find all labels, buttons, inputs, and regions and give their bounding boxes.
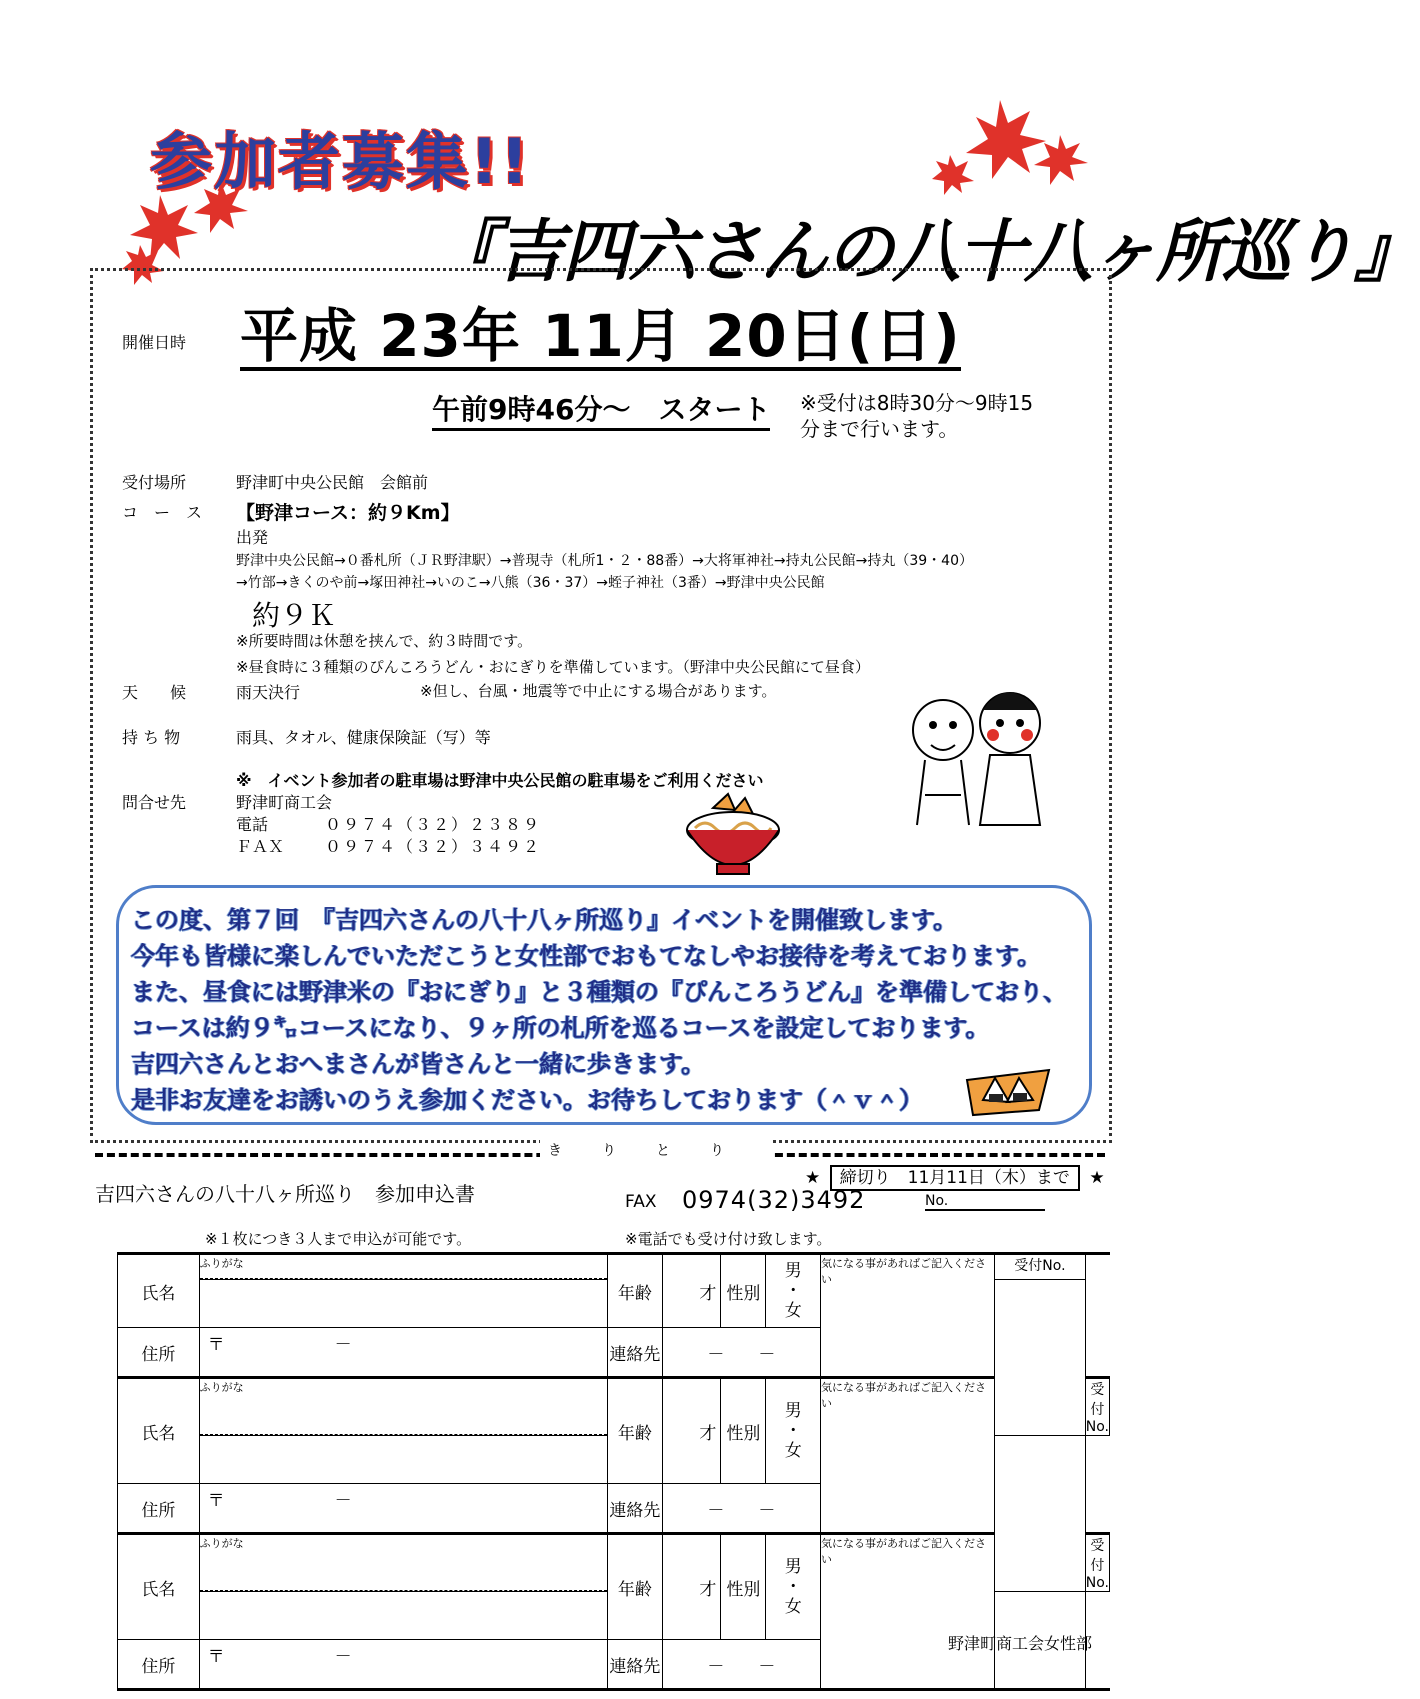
message-line-3: また、昼食には野津米の『おにぎり』と３種類の『ぴんころうどん』を準備しており、 — [131, 978, 1067, 1006]
receipt-field[interactable] — [995, 1280, 1086, 1436]
sex-field[interactable]: 男 ・ 女 — [766, 1534, 821, 1640]
event-date: 平成 23年 11月 20日(日) — [240, 302, 961, 370]
distance: 約９Ｋ — [252, 599, 337, 632]
form-no-label: No. — [925, 1193, 1045, 1211]
message-line-5: 吉四六さんとおへまさんが皆さんと一緒に歩きます。 — [131, 1050, 706, 1078]
contact-field[interactable]: － － — [662, 1484, 820, 1534]
contact-org: 野津町商工会 — [236, 793, 333, 812]
sex-label: 性別 — [721, 1254, 766, 1328]
onigiri-icon — [963, 1060, 1053, 1120]
message-line-2: 今年も皆様に楽しんでいただこうと女性部でおもてなしやお接待を考えております。 — [131, 942, 1042, 970]
name-field[interactable] — [199, 1436, 607, 1484]
furigana-field[interactable]: ふりがな — [199, 1534, 607, 1592]
address-label: 住所 — [118, 1484, 200, 1534]
contact-label: 連絡先 — [608, 1484, 663, 1534]
contact-field[interactable]: － － — [662, 1640, 820, 1690]
course-title: 【野津コース：約９Km】 — [236, 502, 460, 524]
age-field[interactable]: 才 — [662, 1254, 721, 1328]
footer-org: 野津町商工会女性部 — [948, 1634, 1093, 1653]
deadline: ★ 締切り 11月11日（木）まで ★ — [805, 1163, 1105, 1188]
form-note-right: ※電話でも受け付け致します。 — [625, 1230, 832, 1248]
age-field[interactable]: 才 — [662, 1378, 721, 1484]
message-bubble — [116, 885, 1092, 1125]
weather-label: 天 候 — [122, 683, 187, 702]
message-line-4: コースは約９㌔コースになり、９ヶ所の札所を巡るコースを設定しております。 — [131, 1014, 990, 1042]
name-label: 氏名 — [118, 1378, 200, 1484]
time-note: ※所要時間は休憩を挟んで、約３時間です。 — [236, 632, 533, 650]
start-time: 午前9時46分～ スタート — [432, 388, 770, 431]
age-label: 年齢 — [608, 1378, 663, 1484]
contact-label: 連絡先 — [608, 1328, 663, 1378]
tel-label: 電話 — [236, 815, 269, 834]
name-label: 氏名 — [118, 1254, 200, 1328]
items-value: 雨具、タオル、健康保険証（写）等 — [236, 728, 491, 747]
tel-value: ０９７４（３２）２３８９ — [325, 815, 542, 834]
name-field[interactable] — [199, 1592, 607, 1640]
sex-field[interactable]: 男 ・ 女 — [766, 1378, 821, 1484]
place-label: 受付場所 — [122, 473, 187, 492]
name-field[interactable] — [199, 1280, 607, 1328]
age-label: 年齢 — [608, 1254, 663, 1328]
contact-field[interactable]: － － — [662, 1328, 820, 1378]
receipt-label: 受付No. — [995, 1254, 1086, 1280]
application-form — [117, 1252, 1110, 1691]
receipt-label: 受付No. — [1085, 1378, 1109, 1436]
form-note-left: ※１枚につき３人まで申込が可能です。 — [205, 1230, 472, 1248]
age-label: 年齢 — [608, 1534, 663, 1640]
event-name-heading: 『吉四六さんの八十八ヶ所巡り』 — [430, 213, 1420, 292]
sex-label: 性別 — [721, 1378, 766, 1484]
form-fax-label: FAX — [625, 1192, 657, 1212]
contact-label: 問合せ先 — [122, 793, 187, 812]
fax-label: ＦＡＸ — [236, 837, 285, 856]
maple-leaves-right-icon — [930, 95, 1090, 205]
name-label: 氏名 — [118, 1534, 200, 1640]
route-line-1: 野津中央公民館→０番札所（ＪＲ野津駅）→普現寺（札所1・２・88番）→大将軍神社→持丸公民館→持丸（39・40） — [236, 553, 974, 569]
recruit-heading: 参加者募集!! — [150, 125, 531, 198]
date-label: 開催日時 — [122, 333, 187, 352]
udon-bowl-icon — [683, 790, 783, 880]
remarks-field[interactable]: 気になる事があればご記入ください — [821, 1534, 995, 1690]
message-line-1: この度、第７回 『吉四六さんの八十八ヶ所巡り』イベントを開催致します。 — [131, 906, 958, 934]
address-field[interactable]: 〒 － — [199, 1484, 607, 1534]
items-label: 持 ち 物 — [122, 728, 181, 747]
sex-field[interactable]: 男 ・ 女 — [766, 1254, 821, 1328]
place-value: 野津町中央公民館 会館前 — [236, 473, 429, 492]
parking-note: ※ イベント参加者の駐車場は野津中央公民館の駐車場をご利用ください — [236, 771, 764, 790]
form-title: 吉四六さんの八十八ヶ所巡り 参加申込書 — [95, 1182, 475, 1206]
remarks-field[interactable]: 気になる事があればご記入ください — [821, 1254, 995, 1378]
route-line-2: →竹部→きくのや前→塚田神社→いのこ→八熊（36・37）→蛭子神社（3番）→野津中央公民館 — [236, 575, 825, 591]
message-line-6: 是非お友達をお誘いのうえ参加ください。お待ちしております（＾ｖ＾） — [131, 1086, 923, 1114]
contact-label: 連絡先 — [608, 1640, 663, 1690]
depart-label: 出発 — [236, 528, 269, 547]
course-label: コ ー ス — [122, 503, 203, 522]
cut-label: きりとり — [540, 1140, 772, 1160]
kicchomu-characters-icon — [895, 685, 1055, 835]
furigana-field[interactable]: ふりがな — [199, 1378, 607, 1436]
receipt-field[interactable] — [995, 1436, 1086, 1592]
weather-note: ※但し、台風・地震等で中止にする場合があります。 — [420, 682, 777, 700]
fax-value: ０９７４（３２）３４９２ — [325, 837, 542, 856]
lunch-note: ※昼食時に３種類のぴんころうどん・おにぎりを準備しています。（野津中央公民館にて昼食） — [236, 658, 870, 676]
reception-note: ※受付は8時30分～9時15 分まで行います。 — [800, 391, 1034, 441]
address-label: 住所 — [118, 1328, 200, 1378]
age-field[interactable]: 才 — [662, 1534, 721, 1640]
address-label: 住所 — [118, 1640, 200, 1690]
remarks-field[interactable]: 気になる事があればご記入ください — [821, 1378, 995, 1534]
address-field[interactable]: 〒 － — [199, 1328, 607, 1378]
receipt-label: 受付No. — [1085, 1534, 1109, 1592]
address-field[interactable]: 〒 － — [199, 1640, 607, 1690]
weather-value: 雨天決行 — [236, 683, 301, 702]
form-fax-value: 0974(32)3492 — [682, 1186, 866, 1214]
sex-label: 性別 — [721, 1534, 766, 1640]
furigana-field[interactable]: ふりがな — [199, 1254, 607, 1280]
